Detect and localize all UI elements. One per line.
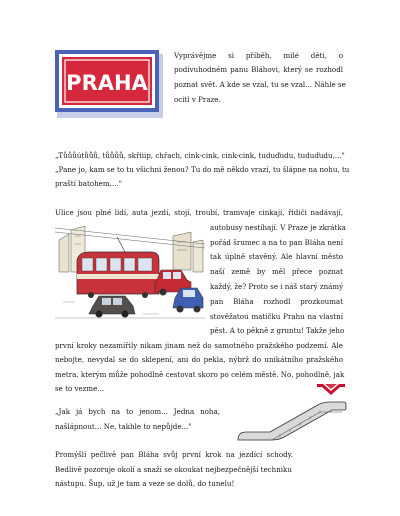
quote1-line-3: praští batohem,..." [55,179,122,188]
intro-line-2: podivuhodném panu Bláhovi, který se rozhodl [174,65,343,74]
street-right-line-8: pěst. A to pěkně z gruntu! Takže jeho [210,326,345,335]
praha-sign-illustration [55,50,167,122]
street-line-12: metra, kterým může pohodlně cestovat skoro po celém městě. No, pohodlně, jak [55,370,345,379]
intro-line-1: Vyprávějme si příběh, milé děti, o [174,51,343,60]
quote1-line-1: „Tůůůútůůů, tůůůů, skřiiip, chřach, cink-cink, cink-cink, tuduďudu, tuduďudu,..." [55,151,345,160]
ending-line-2: Bedlivě pozoruje okolí a snaží se okoukat nejbezpečnější techniku [55,465,292,474]
quote2-line-2: našlápnout... Ne, takhle to nepůjde..." [55,422,192,431]
intro-line-3: poznat svět. A kde se vzal, tu se vzal... Náhle se [174,80,346,89]
intro-line-4: ocitl v Praze. [174,95,221,104]
street-right-line-2: pořád šrumec a na to pan Bláha není [210,238,343,247]
street-line-1: Ulice jsou plné lidí, auta jezdí, stojí, troubí, tramvaje cinkají, řidiči nadávají, [55,208,343,217]
quote2-line-1: „Jak já bych na to jenom... Jedna noha, [55,407,220,416]
street-line-10: první kroky nezamířily nikam jinam než do samotného pražského podzemí. Ale [55,341,343,350]
street-right-line-7: stověžatou matičku Prahu na vlastní [210,312,343,321]
ending-line-3: nástupu. Šup, už je tam a veze se dolů, do tunelu! [55,479,235,488]
escalator-illustration [236,396,348,446]
quote1-line-2: „Pane jo, kam se to tu všichni ženou? Tu do mě někdo vrazí, tu šlápne na nohu, tu [55,165,350,174]
metro-logo-icon [316,381,346,397]
dark-car [89,296,135,318]
street-right-line-6: pan Bláha rozhodl prozkoumat [210,297,343,306]
red-tram [77,252,159,298]
street-line-13: se to vezme... [55,384,105,393]
street-right-line-3: tak úplně stavěný. Ale hlavní město [210,252,343,261]
escalator-handrail [238,402,346,440]
street-right-line-4: naší země by měl přece poznat [210,267,343,276]
street-line-11: nebojte, nevydal se do sklepení, ani do pekla, nýbrž do unikátního pražského [55,355,343,364]
sign-text: PRAHA [66,71,148,95]
street-right-line-5: každý, že? Proto se i náš starý známý [210,282,344,291]
ending-line-1: Promýšlí pečlivě pan Bláha svůj první krok na jezdící schody. [55,450,293,459]
tram-street-illustration [55,222,205,320]
street-right-line-1: autobusy nestíhají. V Praze je zkrátka [210,223,346,232]
